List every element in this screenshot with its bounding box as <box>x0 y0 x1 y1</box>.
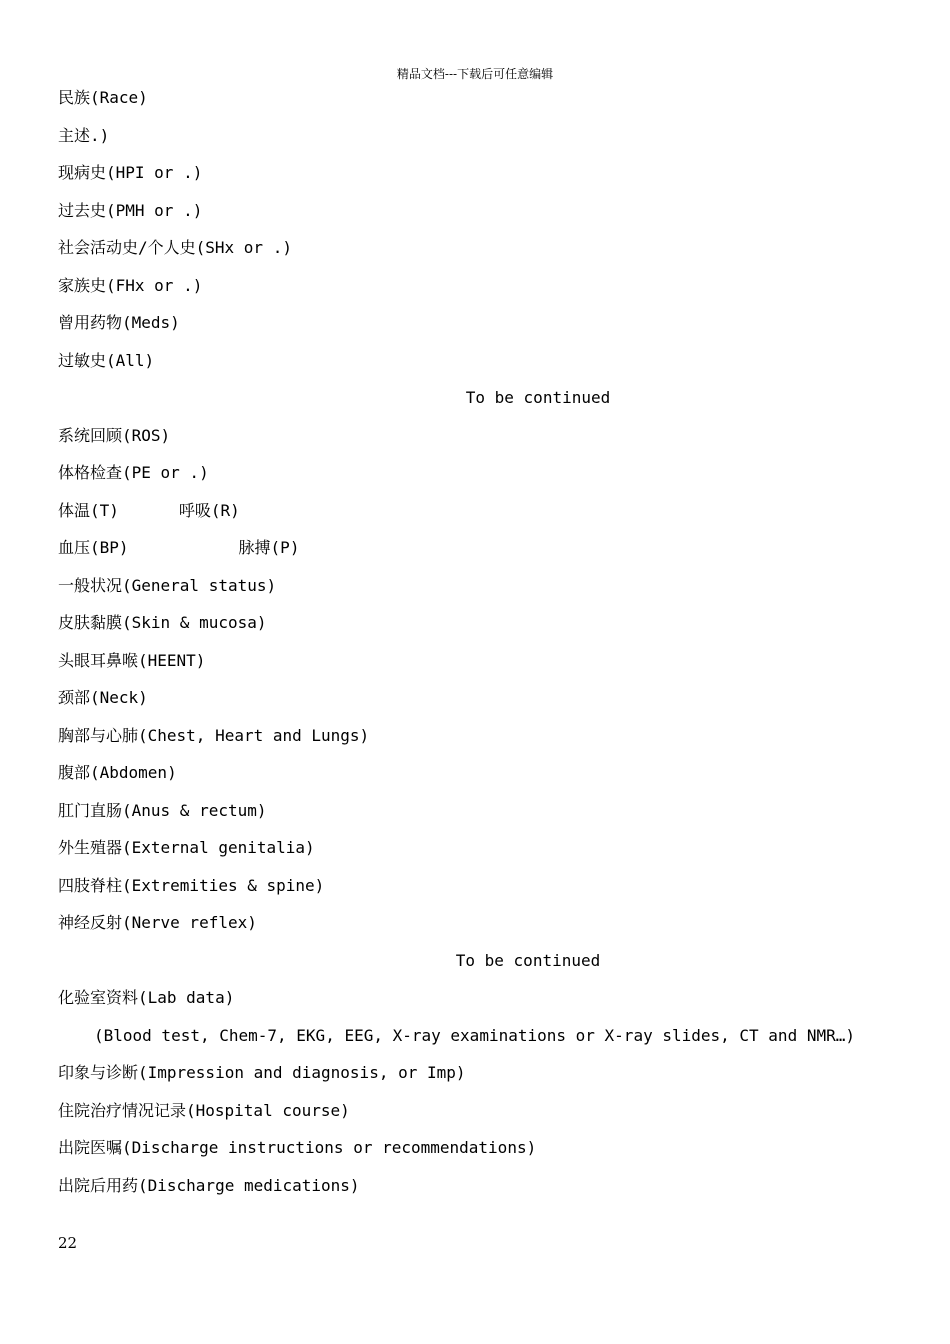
respiration-label: 呼吸(R) <box>178 500 240 520</box>
line-discharge-instructions: 出院医嘱(Discharge instructions or recommendations) <box>58 1138 537 1157</box>
line-impression: 印象与诊断(Impression and diagnosis, or Imp) <box>58 1063 466 1082</box>
line-meds: 曾用药物(Meds) <box>58 313 180 332</box>
line-anus: 肛门直肠(Anus & rectum) <box>58 800 267 820</box>
line-skin: 皮肤黏膜(Skin & mucosa) <box>58 613 267 632</box>
line-vitals-1 <box>58 496 918 534</box>
temperature-label: 体温(T) <box>58 500 119 520</box>
line-neck: 颈部(Neck) <box>58 688 148 707</box>
line-chest: 胸部与心肺(Chest, Heart and Lungs) <box>58 725 370 745</box>
line-lab-detail: (Blood test, Chem-7, EKG, EEG, X-ray examinations or X-ray slides, CT and NMR…) <box>94 1025 855 1045</box>
line-vitals-2 <box>58 533 918 571</box>
page-header: 精品文档---下载后可任意编辑 <box>396 67 554 81</box>
line-discharge-meds: 出院后用药(Discharge medications) <box>58 1175 360 1195</box>
page-number: 22 <box>58 1234 78 1252</box>
line-fhx: 家族史(FHx or .) <box>58 275 203 295</box>
to-be-continued-2: To be continued <box>455 950 601 970</box>
line-race: 民族(Race) <box>58 88 148 107</box>
to-be-continued-1: To be continued <box>465 388 611 407</box>
pulse-label: 脉搏(P) <box>238 538 300 557</box>
line-allergy: 过敏史(All) <box>58 350 155 370</box>
line-pe: 体格检查(PE or .) <box>58 463 209 482</box>
line-lab: 化验室资料(Lab data) <box>58 988 235 1007</box>
blood-pressure-label: 血压(BP) <box>58 538 129 557</box>
line-hospital-course: 住院治疗情况记录(Hospital course) <box>58 1100 350 1120</box>
line-heent: 头眼耳鼻喉(HEENT) <box>58 650 206 670</box>
line-nerve: 神经反射(Nerve reflex) <box>58 913 257 932</box>
document-body <box>58 83 918 1208</box>
line-abdomen: 腹部(Abdomen) <box>58 763 177 782</box>
line-hpi: 现病史(HPI or .) <box>58 163 203 182</box>
line-ros: 系统回顾(ROS) <box>58 425 171 445</box>
line-chief-complaint: 主述.) <box>58 125 110 145</box>
line-general: 一般状况(General status) <box>58 575 277 595</box>
line-pmh: 过去史(PMH or .) <box>58 200 203 220</box>
line-extremities: 四肢脊柱(Extremities & spine) <box>58 875 325 895</box>
line-genitalia: 外生殖器(External genitalia) <box>58 838 315 857</box>
line-shx: 社会活动史/个人史(SHx or .) <box>58 238 292 257</box>
